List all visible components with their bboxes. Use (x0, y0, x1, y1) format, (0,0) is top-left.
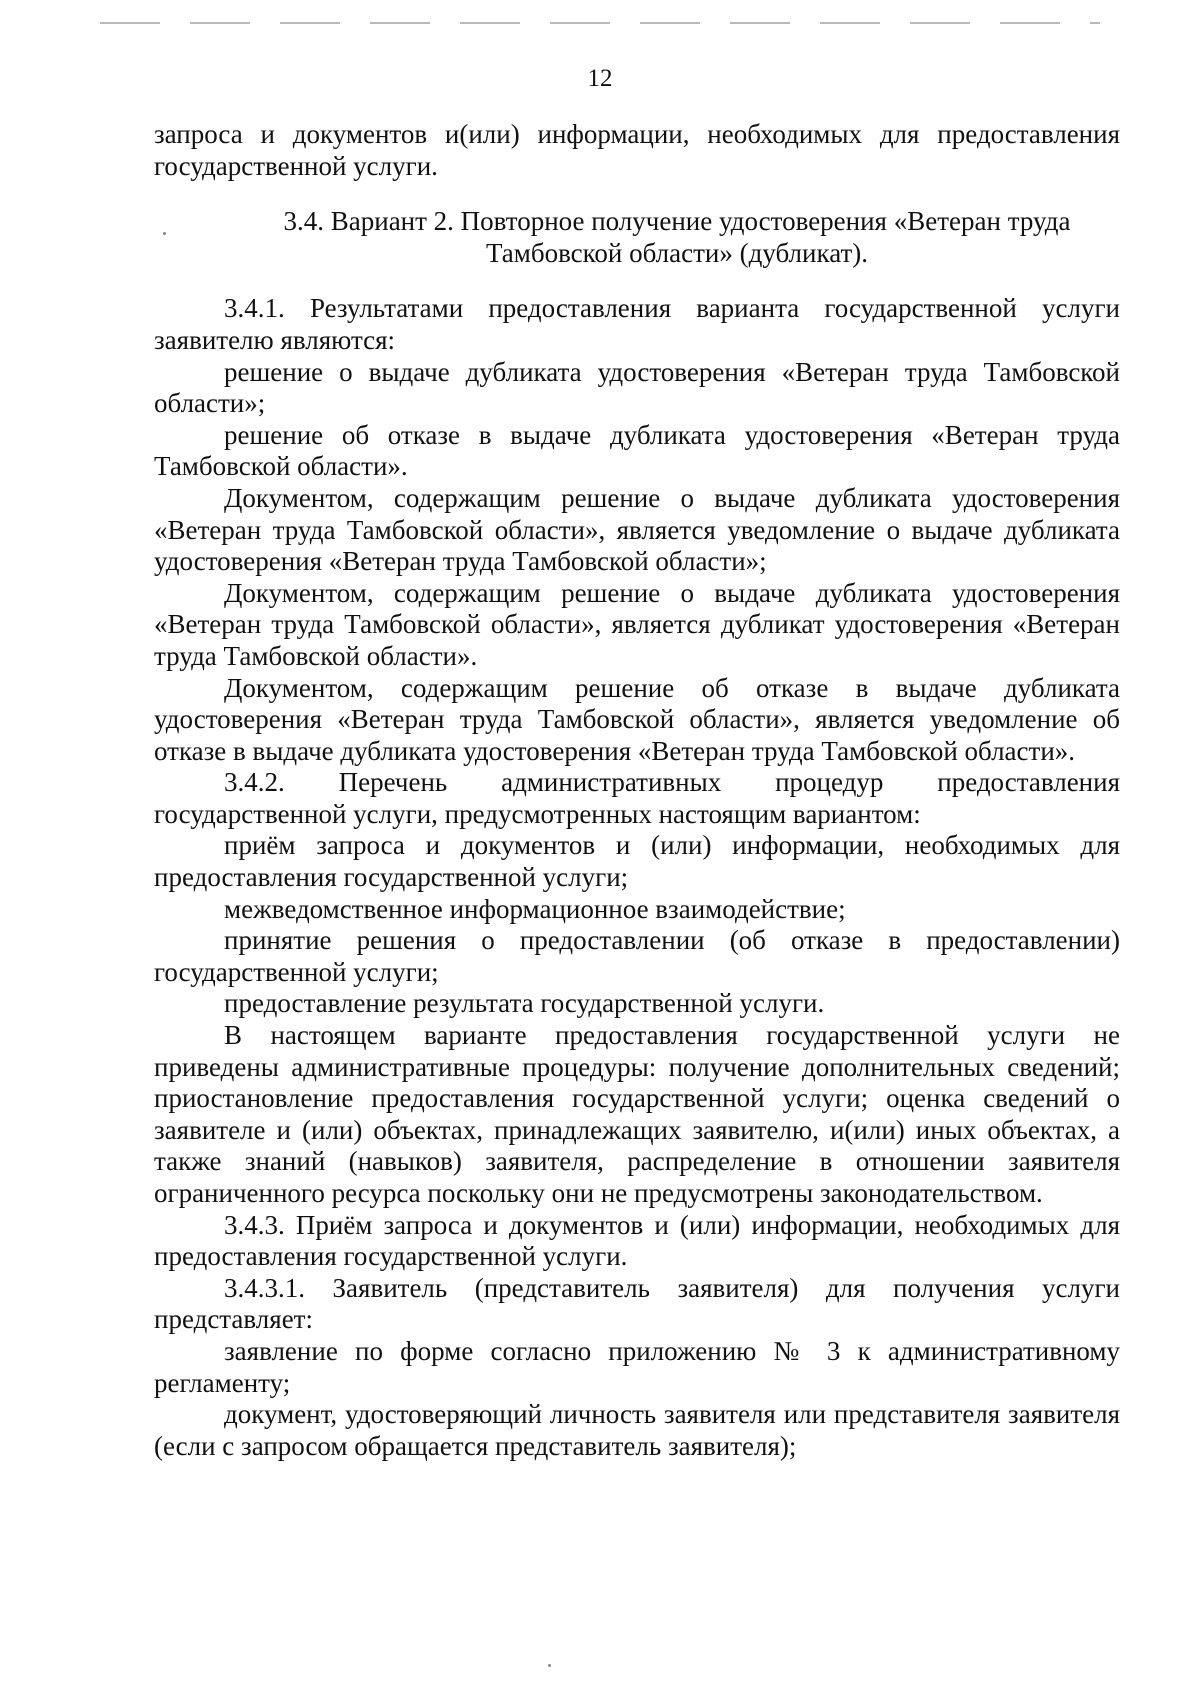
paragraph: документ, удостоверяющий личность заявителя или представителя заявителя (если с запросом обращается представитель заявителя); (154, 1399, 1120, 1461)
paragraph: 3.4.3.1. Заявитель (представитель заявителя) для получения услуги представляет: (154, 1272, 1120, 1335)
paragraph: решение об отказе в выдаче дубликата удостоверения «Ветеран труда Тамбовской области». (154, 419, 1120, 482)
paragraph: Документом, содержащим решение о выдаче дубликата удостоверения «Ветеран труда Тамбовской области», является уведомление о выдаче дубликата удостоверения «Ветеран труда Тамбовской области»; (154, 482, 1120, 577)
paragraph: 3.4.2. Перечень административных процедур предоставления государственной услуги, предусмотренных настоящим вариантом: (154, 767, 1120, 829)
paragraph: решение о выдаче дубликата удостоверения «Ветеран труда Тамбовской области»; (154, 356, 1120, 419)
paragraph: 3.4.3. Приём запроса и документов и (или) информации, необходимых для предоставления государственной услуги. (154, 1209, 1120, 1272)
page-number: 12 (587, 65, 613, 92)
paragraph: предоставление результата государственной услуги. (224, 988, 825, 1019)
scan-speck (548, 1664, 551, 1667)
scan-artifact-line (100, 22, 1100, 24)
section-heading: 3.4. Вариант 2. Повторное получение удостоверения «Ветеран труда Тамбовской области» (дубликат). (283, 206, 1071, 268)
paragraph: межведомственное информационное взаимодействие; (224, 893, 846, 924)
document-body (154, 119, 1120, 1462)
paragraph: Документом, содержащим решение об отказе в выдаче дубликата удостоверения «Ветеран труда Тамбовской области», является уведомление об отказе в выдаче дубликата удостоверения «Ветеран труда Тамбовской области». (154, 672, 1120, 766)
paragraph: принятие решения о предоставлении (об отказе в предоставлении) государственной услуги; (154, 925, 1120, 987)
paragraph: приём запроса и документов и (или) информации, необходимых для предоставления государственной услуги; (154, 830, 1120, 893)
paragraph: 3.4.1. Результатами предоставления варианта государственной услуги заявителю являются: (154, 293, 1120, 355)
paragraph: заявление по форме согласно приложению № 3 к административному регламенту; (154, 1335, 1120, 1398)
paragraph: В настоящем варианте предоставления государственной услуги не приведены административные процедуры: получение дополнительных сведений; приостановление предоставления государственной услуги; оценка сведений о заявителе и (или) объектах, принадлежащих заявителю, и(или) иных объектах, а также знаний (навыков) заявителя, распределение в отношении заявителя ограниченного ресурса поскольку они не предусмотрены законодательством. (154, 1020, 1120, 1208)
paragraph: запроса и документов и(или) информации, необходимых для предоставления государственной услуги. (154, 119, 1120, 181)
paragraph: Документом, содержащим решение о выдаче дубликата удостоверения «Ветеран труда Тамбовской области», является дубликат удостоверения «Ветеран труда Тамбовской области». (154, 577, 1120, 671)
